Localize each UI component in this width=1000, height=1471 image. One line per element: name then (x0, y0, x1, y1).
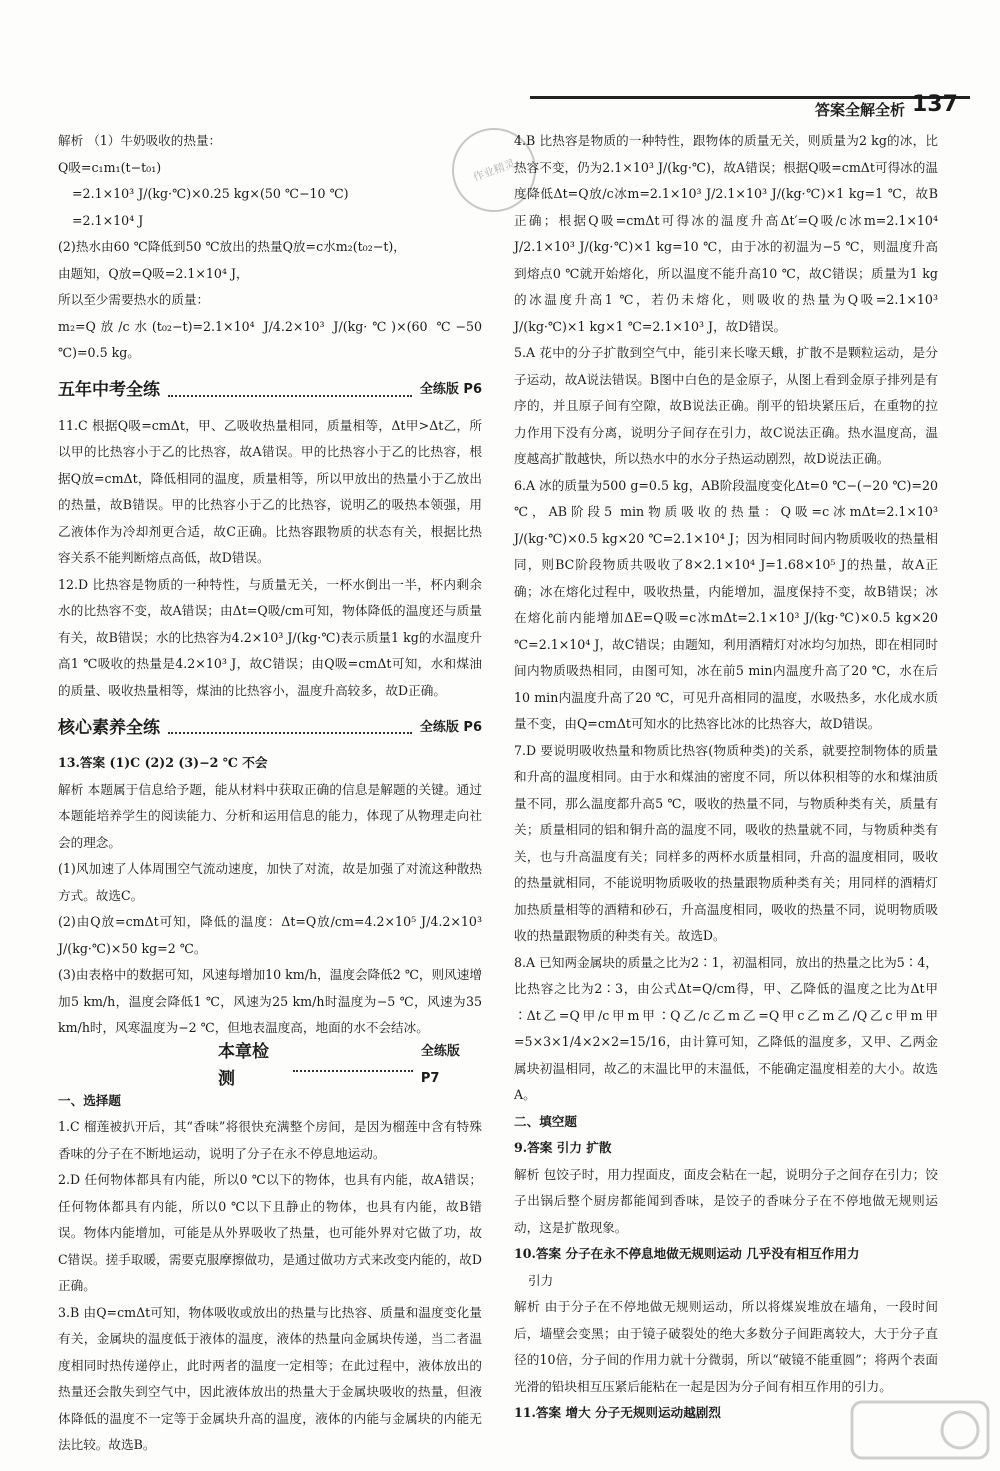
section-header (58, 712, 482, 744)
solution-line: Q吸=c₁m₁(t−t₀₁) (58, 159, 162, 175)
solution-line: m₂=Q放/c水(t₀₂−t)=2.1×10⁴ J/4.2×10³ J/(kg·℃)×(60 ℃−50 ℃)=0.5 kg。 (58, 318, 482, 360)
answer-7: 7.D 要说明吸收热量和物质比热容(物质种类)的关系，就要控制物体的质量和升高的温度相同。由于水和煤油的密度不同，所以体积相等的水和煤油质量不同，那么温度都升高5 ℃，吸收的热量不同，与物质种类有关，质量有关；质量相同的铝和铜升高的温度不同，吸收的热量就不同，与物质种类有关，也与升高温度有关；同样多的两杯水质量相同，升高的温度相同，吸收的热量就相同，不能说明物质吸收的热量跟物质种类有关；用同样的酒精灯加热质量相等的酒精和砂石，升高温度相同，吸收的热量不同，说明物质吸收的热量跟物质的种类有关。故选D。 (514, 742, 938, 943)
chapter-header (58, 1042, 482, 1089)
watermark-logo (850, 1400, 990, 1460)
section-ref: 全练版 P6 (419, 382, 482, 398)
answer-11: 11.C 根据Q吸=cmΔt，甲、乙吸收热量相同，质量相等，Δt甲>Δt乙，所以甲的比热容小于乙的比热容，故A错误。甲的比热容小于乙的比热容，根据Q放=cmΔt，降低相同的温度，质量相等，所以甲放出的热量小于乙放出的热量，故B错误。甲的比热容小于乙的比热容，说明乙的吸热本领强，用乙液体作为冷却剂更合适，故C正确。比热容跟物质的状态有关，根据比热容关系不能判断熔点高低，故D错误。 (58, 417, 482, 565)
chapter-title: 本章检测 (218, 1042, 269, 1089)
page-number: 137 (912, 92, 958, 117)
left-column (58, 128, 482, 1459)
answer-11-fill: 11.答案 增大 分子无规则运动越剧烈 (514, 1405, 721, 1420)
section-leader (168, 722, 412, 734)
stamp-text: 作业精灵 (471, 156, 518, 185)
answer-10-cont: 引力 (528, 1272, 554, 1288)
analysis-9: 解析 包饺子时，用力捏面皮，面皮会粘在一起，说明分子之间存在引力；饺子出锅后整个厨房都能闻到香味，是饺子的香味分子在不停地做无规则运动，这是扩散现象。 (514, 1166, 938, 1235)
answer-2: 2.D 任何物体都具有内能，所以0 ℃以下的物体，也具有内能，故A错误；任何物体都具有内能，所以0 ℃以下且静止的物体，也具有内能，故B错误。物体内能增加，可能是从外界吸收了热量，也可能外界对它做了功，故C错误。搓手取暖，需要克服摩擦做功，是通过做功方式来改变内能的，故D正确。 (58, 1172, 482, 1293)
answer-5: 5.A 花中的分子扩散到空气中，能引来长喙天蛾，扩散不是颗粒运动，是分子运动，故A说法错误。B图中白色的是金原子，从图上看到金原子排列是有序的，并且原子间有空隙，故B说法正确。削平的铅块紧压后，在重物的拉力作用下没有分离，说明分子间存在引力，故C说法正确。热水温度高，温度越高扩散越快，所以热水中的水分子热运动剧烈，故D说法正确。 (514, 345, 938, 466)
answer-8: 8.A 已知两金属块的质量之比为2∶1，初温相同，放出的热量之比为5∶4，比热容之比为2∶3，由公式Δt=Q/cm得，甲、乙降低的温度之比为Δt甲∶Δt乙=Q甲/c甲m甲∶Q乙/c乙m乙=Q甲c乙m乙/Q乙c甲m甲=5×3×1/4×2×2=15/16，由计算可知，乙降低的温度多，又甲、乙两金属块初温相同，故乙的末温比甲的末温低，不能确定温度相差的大小。故选A。 (514, 954, 938, 1102)
analysis-13-1: (1)风加速了人体周围空气流动速度，加快了对流，故是加强了对流这种散热方式。故选C。 (58, 861, 482, 903)
subsection-title: 二、填空题 (514, 1113, 577, 1129)
answer-9: 9.答案 引力 扩散 (514, 1140, 612, 1155)
answer-3: 3.B 由Q=cmΔt可知，物体吸收或放出的热量与比热容、质量和温度变化量有关，金属块的温度低于液体的温度，液体的热量向金属块传递，当二者温度相同时热传递停止，此时两者的温度一定相等；在此过程中，液体放出的热量还会散失到空气中，因此液体放出的热量大于金属块吸收的热量，但液体降低的温度不一定等于金属块升高的温度，液体的内能与金属块的内能无法比较。故选B。 (58, 1304, 482, 1452)
answer-10: 10.答案 分子在永不停息地做无规则运动 几乎没有相互作用力 (514, 1246, 860, 1261)
section-title: 五年中考全练 (58, 380, 160, 401)
analysis-13-2: (2)由Q放=cmΔt可知，降低的温度：Δt=Q放/cm=4.2×10⁵ J/4.2×10³ J/(kg·℃)×50 kg=2 ℃。 (58, 914, 482, 956)
solution-line: 由题知，Q放=Q吸=2.1×10⁴ J， (58, 265, 249, 281)
analysis-13-3: (3)由表格中的数据可知，风速每增加10 km/h，温度会降低2 ℃，则风速增加5 km/h，温度会降低1 ℃，风速为25 km/h时温度为−5 ℃，风速为35 km/h时，风寒温度为−2 ℃，但地表温度高，地面的水不会结冰。 (58, 967, 482, 1035)
section-leader (293, 1060, 413, 1072)
answer-13: 13.答案 (1)C (2)2 (3)−2 ℃ 不会 (58, 755, 268, 770)
analysis-10: 解析 由于分子在不停地做无规则运动，所以将煤炭堆放在墙角，一段时间后，墙壁会变黑；由于镜子破裂处的绝大多数分子间距离较大，大于分子直径的10倍，分子间的作用力就十分微弱，所以“破镜不能重圆”；将两个表面光滑的铅块相互压紧后能粘在一起是因为分子间有相互作用的引力。 (514, 1299, 938, 1394)
section-title: 核心素养全练 (58, 717, 160, 738)
solution-line: 所以至少需要热水的质量： (58, 292, 210, 307)
section-ref: 全练版 P6 (419, 719, 482, 735)
section-leader (168, 385, 412, 397)
section-header (58, 375, 482, 407)
answer-6: 6.A 冰的质量为500 g=0.5 kg，AB阶段温度变化Δt=0 ℃−(−20 ℃)=20 ℃，AB阶段5 min物质吸收的热量：Q吸=c冰mΔt=2.1×10³ J/(kg·℃)×0.5 kg×20 ℃=2.1×10⁴ J；因为相同时间内物质吸收的热量相同，则BC阶段物质共吸收了8×2.1×10⁴ J=1.68×10⁵ J的热量，故A正确；冰在熔化过程中，吸收热量，内能增加，温度保持不变，故B错误；冰在熔化前内能增加ΔE=Q吸=c冰mΔt=2.1×10³ J/(kg·℃)×0.5 kg×20 ℃=2.1×10⁴ J，故C错误；由题知，利用酒精灯对冰均匀加热，即在相同时间内物质吸热相同，由图可知，冰在前5 min内温度升高了20 ℃，水在后10 min内温度升高了20 ℃，可见升高相同的温度，水吸热多，水化成水质量不变，由Q=cmΔt可知水的比热容比冰的比热容大，故D错误。 (514, 477, 938, 731)
solution-line: =2.1×10⁴ J (72, 212, 144, 228)
section-ref: 全练版 P7 (420, 1044, 460, 1086)
analysis-13: 解析 本题属于信息给予题，能从材料中获取正确的信息是解题的关键。通过本题能培养学生的阅读能力、分析和运用信息的能力，体现了从物理走向社会的理念。 (58, 781, 482, 850)
subsection-title: 一、选择题 (58, 1092, 121, 1108)
answer-12: 12.D 比热容是物质的一种特性，与质量无关，一杯水倒出一半，杯内剩余水的比热容不变，故A错误；由Δt=Q吸/cm可知，物体降低的温度还与质量有关，故B错误；水的比热容为4.2×10³ J/(kg·℃)表示质量1 kg的水温度升高1 ℃吸收的热量是4.2×10³ J，故C错误；由Q吸=cmΔt可知，水和煤油的质量、吸收热量相等，煤油的比热容小，温度升高较多，故D正确。 (58, 576, 482, 698)
solution-line: 解析 （1）牛奶吸收的热量： (58, 133, 222, 148)
right-column (514, 128, 938, 1427)
answer-4: 4.B 比热容是物质的一种特性，跟物体的质量无关，则质量为2 kg的冰，比热容不变，仍为2.1×10³ J/(kg·℃)，故A错误；根据Q吸=cmΔt可得冰的温度降低Δt=Q放/c冰m=2.1×10³ J/2.1×10³ J/(kg·℃)×1 kg=1 ℃，故B正确；根据Q吸=cmΔt可得冰的温度升高Δt′=Q吸/c冰m=2.1×10⁴ J/2.1×10³ J/(kg·℃)×1 kg=10 ℃，由于冰的初温为−5 ℃，则温度升高到熔点0 ℃就开始熔化，所以温度不能升高10 ℃，故C错误；质量为1 kg的冰温度升高1 ℃，若仍未熔化，则吸收的热量为Q吸=2.1×10³ J/(kg·℃)×1 kg×1 ℃=2.1×10³ J，故D错误。 (514, 133, 938, 334)
answer-1: 1.C 榴莲被扒开后，其“香味”将很快充满整个房间，是因为榴莲中含有特殊香味的分子在不断地运动，说明了分子在永不停息地运动。 (58, 1119, 482, 1161)
header-title: 答案全解全析 (815, 101, 906, 119)
solution-line: =2.1×10³ J/(kg·℃)×0.25 kg×(50 ℃−10 ℃) (72, 186, 349, 201)
solution-line: (2)热水由60 ℃降低到50 ℃放出的热量Q放=c水m₂(t₀₂−t)， (58, 239, 406, 254)
